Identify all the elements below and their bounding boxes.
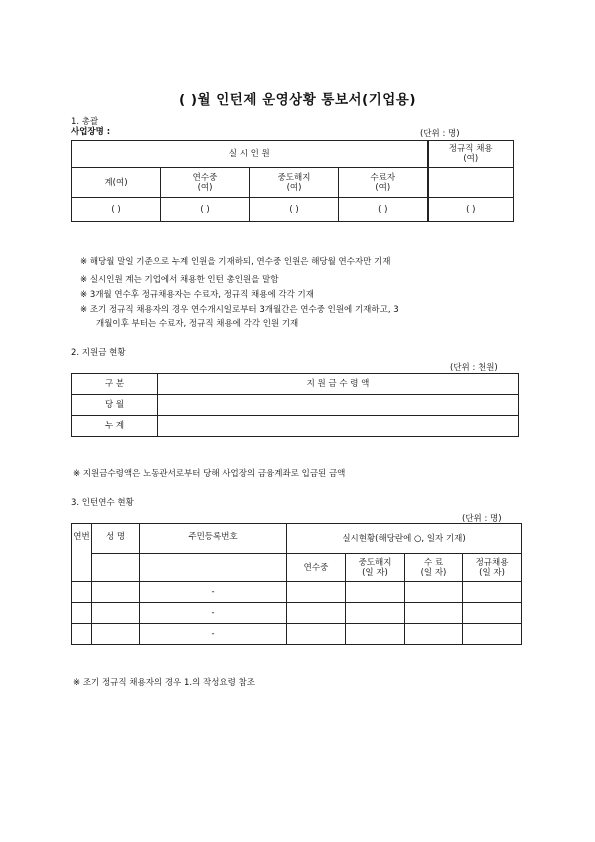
section2-heading: 2. 지원금 현황 [71, 348, 126, 358]
intern-note: ※ 조기 정규직 채용자의 경우 1.의 작성요령 참조 [73, 678, 255, 688]
regular-hire-header: 정규직 채용 (여) [428, 141, 514, 168]
regular-header: 정규채용 (일 자) [463, 554, 522, 582]
category-header: 구 분 [72, 374, 158, 395]
id-subheader [140, 554, 287, 582]
section2-unit: (단위 : 천원) [450, 363, 498, 373]
actual-staff-header: 실 시 인 원 [72, 141, 428, 168]
dropout-header: 중도해지 (여) [250, 168, 339, 198]
note-1: ※ 해당월 말일 기준으로 누계 인원을 기재하되, 연수중 인원은 해당월 연수자만 기재 [80, 257, 391, 267]
intern-table [71, 523, 522, 645]
name-header: 성 명 [92, 524, 140, 554]
amount-cumulative[interactable] [158, 416, 519, 437]
section3-unit: (단위 : 명) [462, 514, 502, 524]
completed-header: 수 료 (일 자) [405, 554, 463, 582]
note-4: ※ 조기 정규직 채용자의 경우 연수개시일로부터 3개월간은 연수중 인원에 기재하고, 3 [80, 305, 399, 315]
id-dash[interactable]: - [140, 603, 287, 624]
training-header: 연수중 [287, 554, 346, 582]
regular-hire-blank [428, 168, 514, 198]
subsidy-table [71, 373, 519, 437]
note-3: ※ 3개월 연수후 정규채용자는 수료자, 정규직 채용에 각각 기재 [80, 290, 314, 300]
id-header: 주민등록번호 [140, 524, 287, 554]
row-current-month: 당 월 [72, 395, 158, 416]
training-cell[interactable]: ( ) [161, 198, 250, 222]
table-row [72, 624, 522, 645]
row-cumulative: 누 계 [72, 416, 158, 437]
section1-heading: 1. 총괄 [71, 117, 99, 127]
note-4-cont: 개월이후 부터는 수료자, 정규직 채용에 각각 인원 기재 [96, 319, 299, 329]
dropout-header: 중도해지 (일 자) [346, 554, 405, 582]
completed-header: 수료자 (여) [339, 168, 428, 198]
subsidy-note: ※ 지원금수령액은 노동관서로부터 당해 사업장의 금융계좌로 입금된 금액 [73, 469, 346, 479]
id-dash[interactable]: - [140, 624, 287, 645]
regular-hire-cell[interactable]: ( ) [428, 198, 514, 222]
table-row [72, 582, 522, 603]
total-cell[interactable]: ( ) [72, 198, 161, 222]
total-header: 계(여) [72, 168, 161, 198]
section1-unit: (단위 : 명) [420, 129, 460, 139]
amount-current-month[interactable] [158, 395, 519, 416]
table-row [72, 603, 522, 624]
summary-table [71, 140, 514, 222]
company-name-label: 사업장명 : [71, 127, 111, 137]
section3-heading: 3. 인턴연수 현황 [71, 498, 134, 508]
training-header: 연수중 (여) [161, 168, 250, 198]
no-header: 연번 [72, 524, 92, 582]
id-dash[interactable]: - [140, 582, 287, 603]
name-subheader [92, 554, 140, 582]
dropout-cell[interactable]: ( ) [250, 198, 339, 222]
amount-header: 지 원 금 수 령 액 [158, 374, 519, 395]
completed-cell[interactable]: ( ) [339, 198, 428, 222]
note-2: ※ 실시인원 계는 기업에서 채용한 인턴 총인원을 말함 [80, 275, 279, 285]
status-header: 실시현황(해당란에 ○, 일자 기재) [287, 524, 522, 554]
page-title: ( )월 인턴제 운영상황 통보서(기업용) [178, 92, 417, 108]
